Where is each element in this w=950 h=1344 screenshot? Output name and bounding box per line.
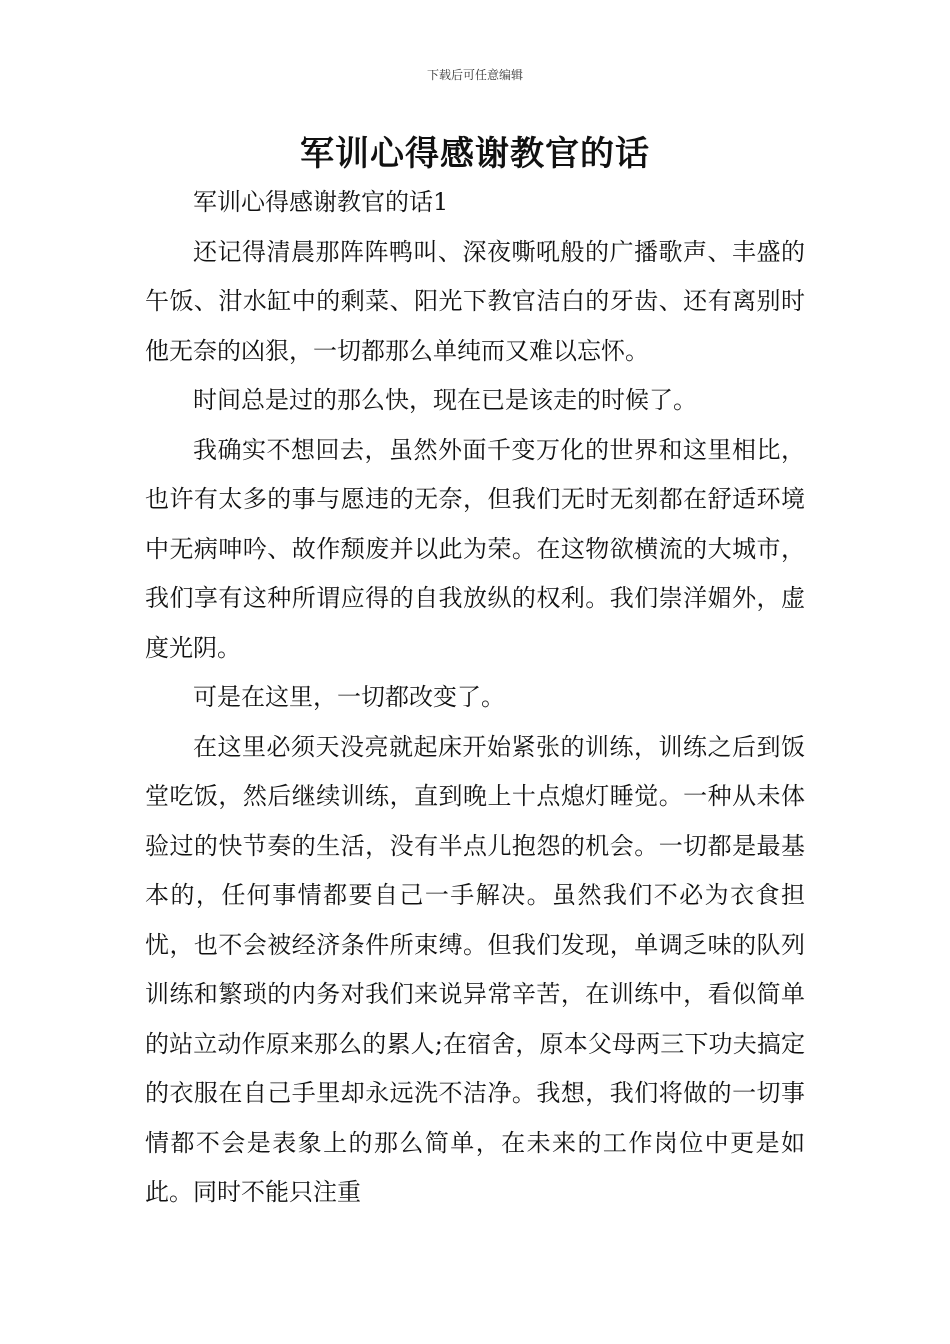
paragraph: 我确实不想回去，虽然外面千变万化的世界和这里相比，也许有太多的事与愿违的无奈，但我们无时无刻都在舒适环境中无病呻吟、故作颓废并以此为荣。在这物欲横流的大城市，我们享有这种所谓应得的自我放纵的权利。我们崇洋媚外，虚度光阴。 bbox=[145, 435, 805, 662]
header-note: 下载后可任意编辑 bbox=[426, 68, 523, 82]
paragraph: 还记得清晨那阵阵鸭叫、深夜嘶吼般的广播歌声、丰盛的午饭、泔水缸中的剩菜、阳光下教官洁白的牙齿、还有离别时他无奈的凶狠，一切都那么单纯而又难以忘怀。 bbox=[145, 237, 805, 365]
paragraph: 在这里必须天没亮就起床开始紧张的训练，训练之后到饭堂吃饭，然后继续训练，直到晚上十点熄灯睡觉。一种从未体验过的快节奏的生活，没有半点儿抱怨的机会。一切都是最基本的，任何事情都要自己一手解决。虽然我们不必为衣食担忧，也不会被经济条件所束缚。但我们发现，单调乏味的队列训练和繁琐的内务对我们来说异常辛苦，在训练中，看似简单的站立动作原来那么的累人;在宿舍，原本父母两三下功夫搞定的衣服在自己手里却永远洗不洁净。我想，我们将做的一切事情都不会是表象上的那么简单，在未来的工作岗位中更是如此。同时不能只注重 bbox=[145, 732, 805, 1206]
document-body bbox=[145, 178, 805, 1218]
paragraph: 可是在这里，一切都改变了。 bbox=[193, 683, 505, 711]
document-title: 军训心得感谢教官的话 bbox=[300, 134, 650, 174]
paragraph: 时间总是过的那么快，现在已是该走的时候了。 bbox=[193, 386, 697, 414]
paragraph-subtitle: 军训心得感谢教官的话1 bbox=[193, 188, 449, 216]
